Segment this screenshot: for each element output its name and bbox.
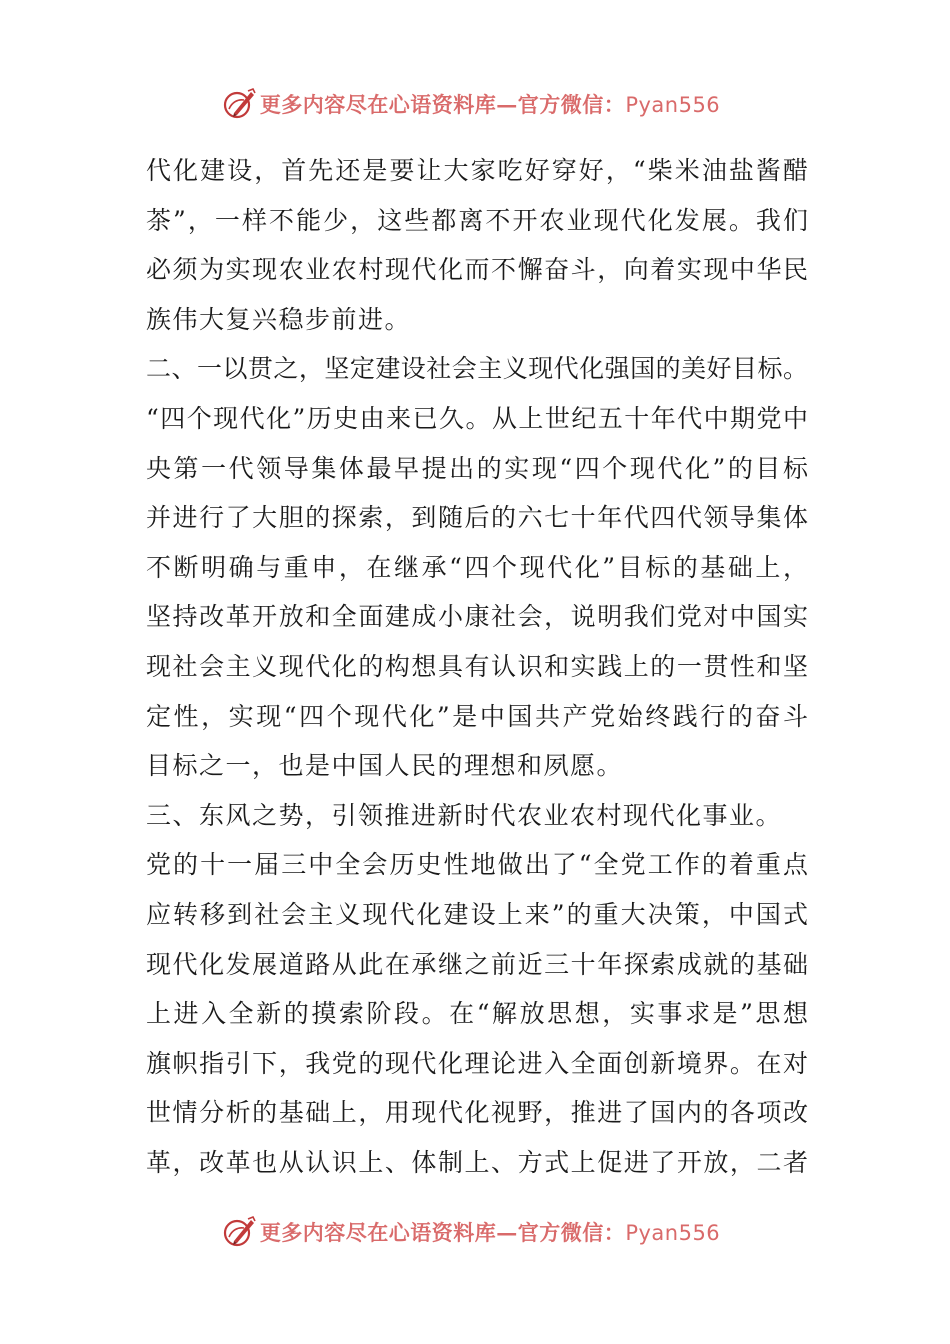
- body-line: 现社会主义现代化的构想具有认识和实践上的一贯性和坚: [146, 651, 808, 681]
- pen-in-circle-logo-icon: [222, 87, 256, 121]
- body-line: 并进行了大胆的探索，到随后的六七十年代四代领导集体: [146, 503, 808, 533]
- body-line: 代化建设，首先还是要让大家吃好穿好，“柴米油盐酱醋: [146, 156, 808, 185]
- body-line: 坚持改革开放和全面建成小康社会，说明我们党对中国实: [146, 602, 808, 632]
- header-watermark-handle: Pyan556: [625, 93, 721, 117]
- section-heading: 三、东风之势，引领推进新时代农业农村现代化事业。: [146, 800, 783, 830]
- body-line: 目标之一，也是中国人民的理想和夙愿。: [146, 751, 624, 781]
- body-line: “四个现代化”历史由来已久。从上世纪五十年代中期党中: [146, 403, 808, 433]
- header-watermark-label: 更多内容尽在心语资料库—官方微信：: [259, 92, 626, 117]
- body-line: 应转移到社会主义现代化建设上来”的重大决策，中国式: [146, 899, 808, 929]
- body-line: 党的十一届三中全会历史性地做出了“全党工作的着重点: [146, 850, 808, 880]
- body-line: 世情分析的基础上，用现代化视野，推进了国内的各项改: [146, 1098, 808, 1128]
- body-line: 央第一代领导集体最早提出的实现“四个现代化”的目标: [146, 453, 808, 483]
- header-watermark-text: [260, 89, 720, 119]
- body-line: 茶”，一样不能少，这些都离不开农业现代化发展。我们: [146, 205, 808, 235]
- section-heading: 二、一以贯之，坚定建设社会主义现代化强国的美好目标。: [146, 354, 808, 384]
- footer-watermark: [0, 1212, 950, 1252]
- body-line: 现代化发展道路从此在承继之前近三十年探索成就的基础: [146, 949, 808, 979]
- body-line: 旗帜指引下，我党的现代化理论进入全面创新境界。在对: [146, 1048, 808, 1078]
- document-body: [146, 146, 808, 1187]
- body-line: 上进入全新的摸索阶段。在“解放思想，实事求是”思想: [146, 999, 808, 1029]
- footer-watermark-handle: Pyan556: [625, 1221, 721, 1245]
- body-line: 必须为实现农业农村现代化而不懈奋斗，向着实现中华民: [146, 255, 808, 285]
- body-line: 不断明确与重申，在继承“四个现代化”目标的基础上，: [146, 552, 808, 582]
- footer-watermark-text: [260, 1217, 720, 1247]
- body-line: 族伟大复兴稳步前进。: [146, 304, 412, 334]
- body-line: 定性，实现“四个现代化”是中国共产党始终践行的奋斗: [146, 701, 808, 731]
- footer-watermark-label: 更多内容尽在心语资料库—官方微信：: [259, 1220, 626, 1245]
- header-watermark: [0, 84, 950, 124]
- pen-in-circle-logo-icon: [222, 1215, 256, 1249]
- body-line: 革，改革也从认识上、体制上、方式上促进了开放，二者: [146, 1147, 808, 1177]
